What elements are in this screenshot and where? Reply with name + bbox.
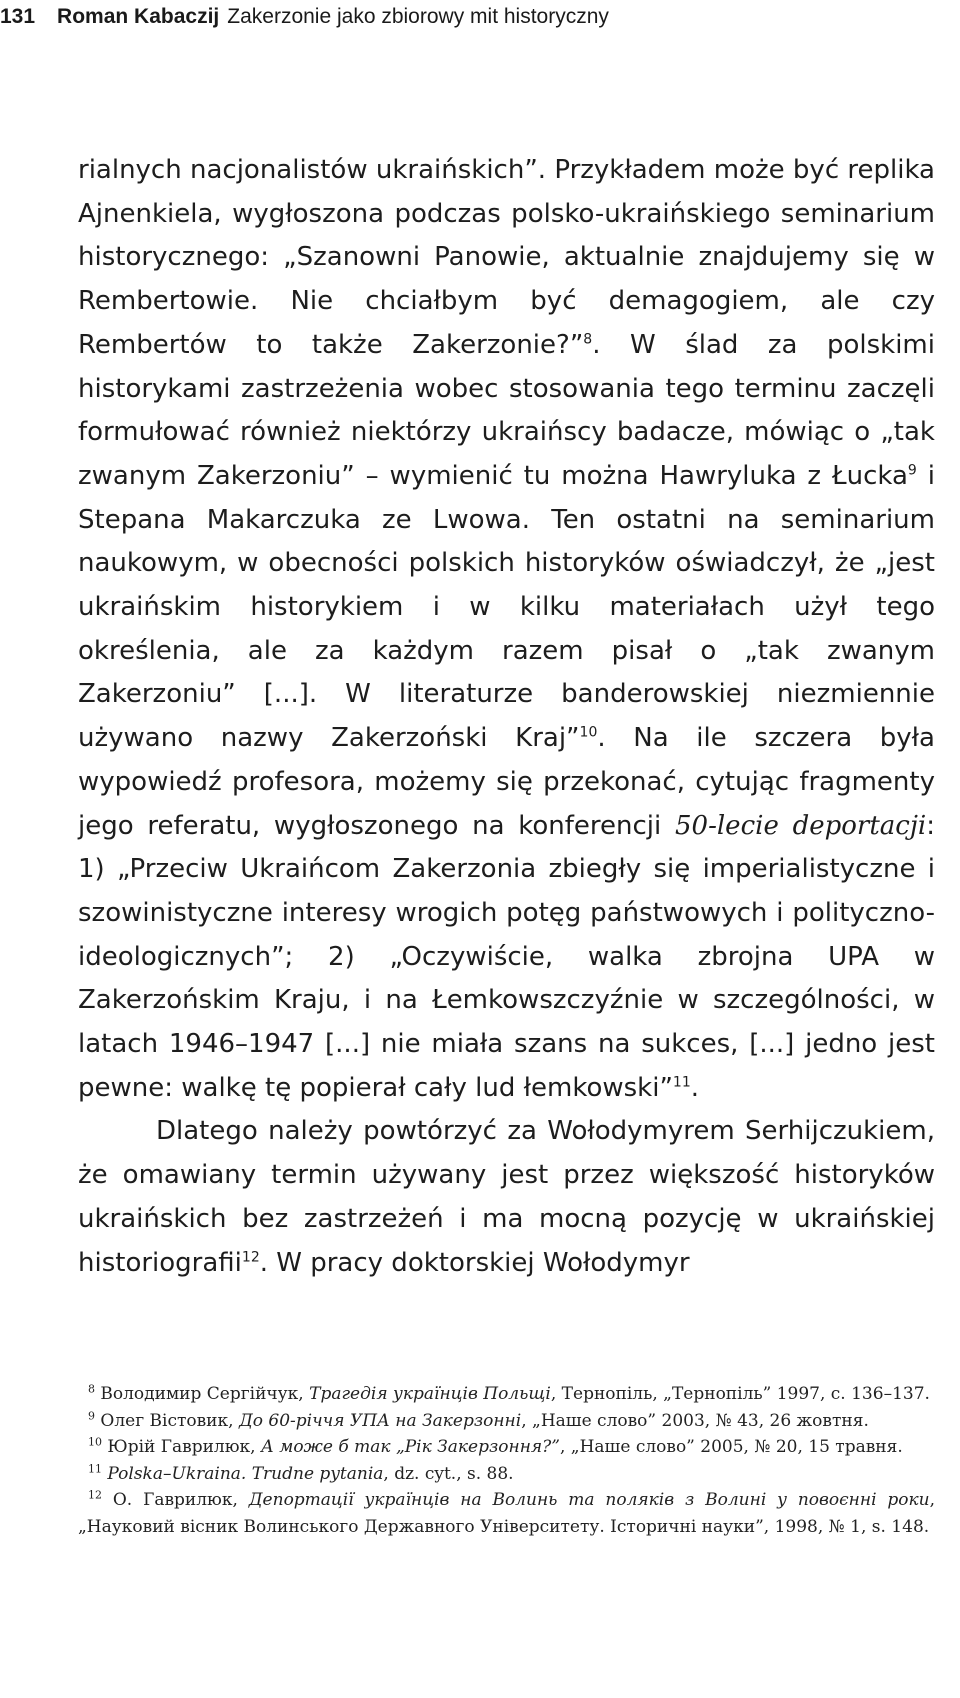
text-run: . bbox=[690, 1072, 700, 1103]
footnote-12 bbox=[78, 1487, 935, 1540]
footnote-title: А може б так „Рік Закерзоння?” bbox=[260, 1437, 560, 1458]
footnote-text: , „Наше слово” 2005, № 20, 15 травня. bbox=[559, 1437, 903, 1458]
footnote-text: Олег Вістовик, bbox=[95, 1410, 239, 1431]
footnote-title: Polska–Ukraina. Trudne pytania bbox=[107, 1463, 384, 1484]
text-run: : 1) „Przeciw Ukraińcom Zakerzonia zbiegły się imperialistyczne i szowinistyczne interesy wrogich potęg państwowych i polityczno-ideologicznych”; 2) „Oczywiście, walka zbrojna UPA w Zakerzońskim Kraju, i na Łemkowszczyźnie w szczególności, w latach 1946–1947 [...] nie miała szans na sukces, [...] jedno jest pewne: walkę tę popierał cały lud łemkowski” bbox=[78, 810, 935, 1103]
footnote-ref-9[interactable]: 9 bbox=[907, 462, 917, 479]
footnote-number: 8 bbox=[88, 1382, 95, 1396]
footnote-text: Володимир Сергійчук, bbox=[95, 1384, 310, 1404]
text-run: rialnych nacjonalistów ukraińskich”. Przykładem może być replika Ajnenkiela, wygłoszona podczas polsko-ukraińskiego seminarium historycznego: „Szanowni Panowie, aktualnie znajdujemy się w Rembertowie. Nie chciałbym być demagogiem, ale czy Rembertów to także Zakerzonie?” bbox=[78, 155, 935, 360]
footnote-title: Трагедія українців Польщі bbox=[309, 1384, 551, 1404]
footnote-ref-10[interactable]: 10 bbox=[579, 724, 598, 741]
footnote-ref-12[interactable]: 12 bbox=[241, 1248, 260, 1265]
footnote-text: , „Науковий вісник Волинського Державного Університету. Історичні науки”, 1998, № 1, s. 148. bbox=[78, 1490, 935, 1537]
text-run: . W ślad za polskimi historykami zastrzeżenia wobec stosowania tego terminu zaczęli formułować również niektórzy ukraińscy badacze, mówiąc o „tak zwanym Zakerzoniu” – wymienić tu można Hawryluka z Łucka bbox=[78, 329, 935, 491]
paragraph-1 bbox=[78, 149, 935, 1110]
footnote-text: , dz. cyt., s. 88. bbox=[383, 1463, 514, 1484]
footnote-8 bbox=[78, 1381, 935, 1408]
text-run: . W pracy doktorskiej Wołodymyr bbox=[259, 1247, 690, 1278]
body-text bbox=[78, 149, 935, 1285]
header-title: Zakerzonie jako zbiorowy mit historyczny bbox=[227, 5, 609, 28]
footnote-ref-8[interactable]: 8 bbox=[583, 331, 593, 348]
italic-title: 50-lecie deportacji bbox=[675, 810, 927, 841]
running-header bbox=[0, 2, 609, 32]
footnote-title: Депортації українців на Волинь та поляків з Волині у повоєнні роки bbox=[248, 1490, 930, 1511]
footnote-number: 10 bbox=[88, 1435, 102, 1449]
footnote-text: , Тернопіль, „Тернопіль” 1997, с. 136–137. bbox=[550, 1384, 930, 1404]
footnote-text: , „Наше слово” 2003, № 43, 26 жовтня. bbox=[521, 1410, 869, 1431]
footnote-number: 11 bbox=[88, 1462, 102, 1476]
text-run: Dlatego należy powtórzyć za Wołodymyrem Serhijczukiem, że omawiany termin używany jest przez większość historyków ukraińskich bez zastrzeżeń i ma mocną pozycję w ukraińskiej historiografii bbox=[78, 1116, 935, 1278]
footnote-11 bbox=[78, 1461, 935, 1488]
footnote-number: 12 bbox=[88, 1488, 102, 1502]
page-number: 131 bbox=[0, 5, 36, 28]
footnote-9 bbox=[78, 1408, 935, 1435]
footnote-10 bbox=[78, 1434, 935, 1461]
text-run: . Na ile szczera była wypowiedź profesora, możemy się przekonać, cytując fragmenty jego referatu, wygłoszonego na konferencji bbox=[78, 723, 935, 841]
footnote-text: Юрій Гаврилюк, bbox=[102, 1437, 261, 1458]
footnote-title: До 60-річчя УПА на Закерзонні bbox=[238, 1410, 522, 1431]
footnote-number: 9 bbox=[88, 1408, 95, 1422]
footnote-text: О. Гаврилюк, bbox=[102, 1490, 249, 1511]
text-run: i Stepana Makarczuka ze Lwowa. Ten ostatni na seminarium naukowym, w obecności polskich historyków oświadczył, że „jest ukraińskim historykiem i w kilku materiałach użył tego określenia, ale za każdym razem pisał o „tak zwanym Zakerzoniu” [...]. W literaturze banderowskiej niezmiennie używano nazwy Zakerzoński Kraj” bbox=[78, 460, 935, 754]
footnote-ref-11[interactable]: 11 bbox=[672, 1074, 691, 1091]
paragraph-2 bbox=[78, 1110, 935, 1285]
header-author: Roman Kabaczij bbox=[57, 5, 220, 28]
footnotes bbox=[78, 1381, 935, 1541]
